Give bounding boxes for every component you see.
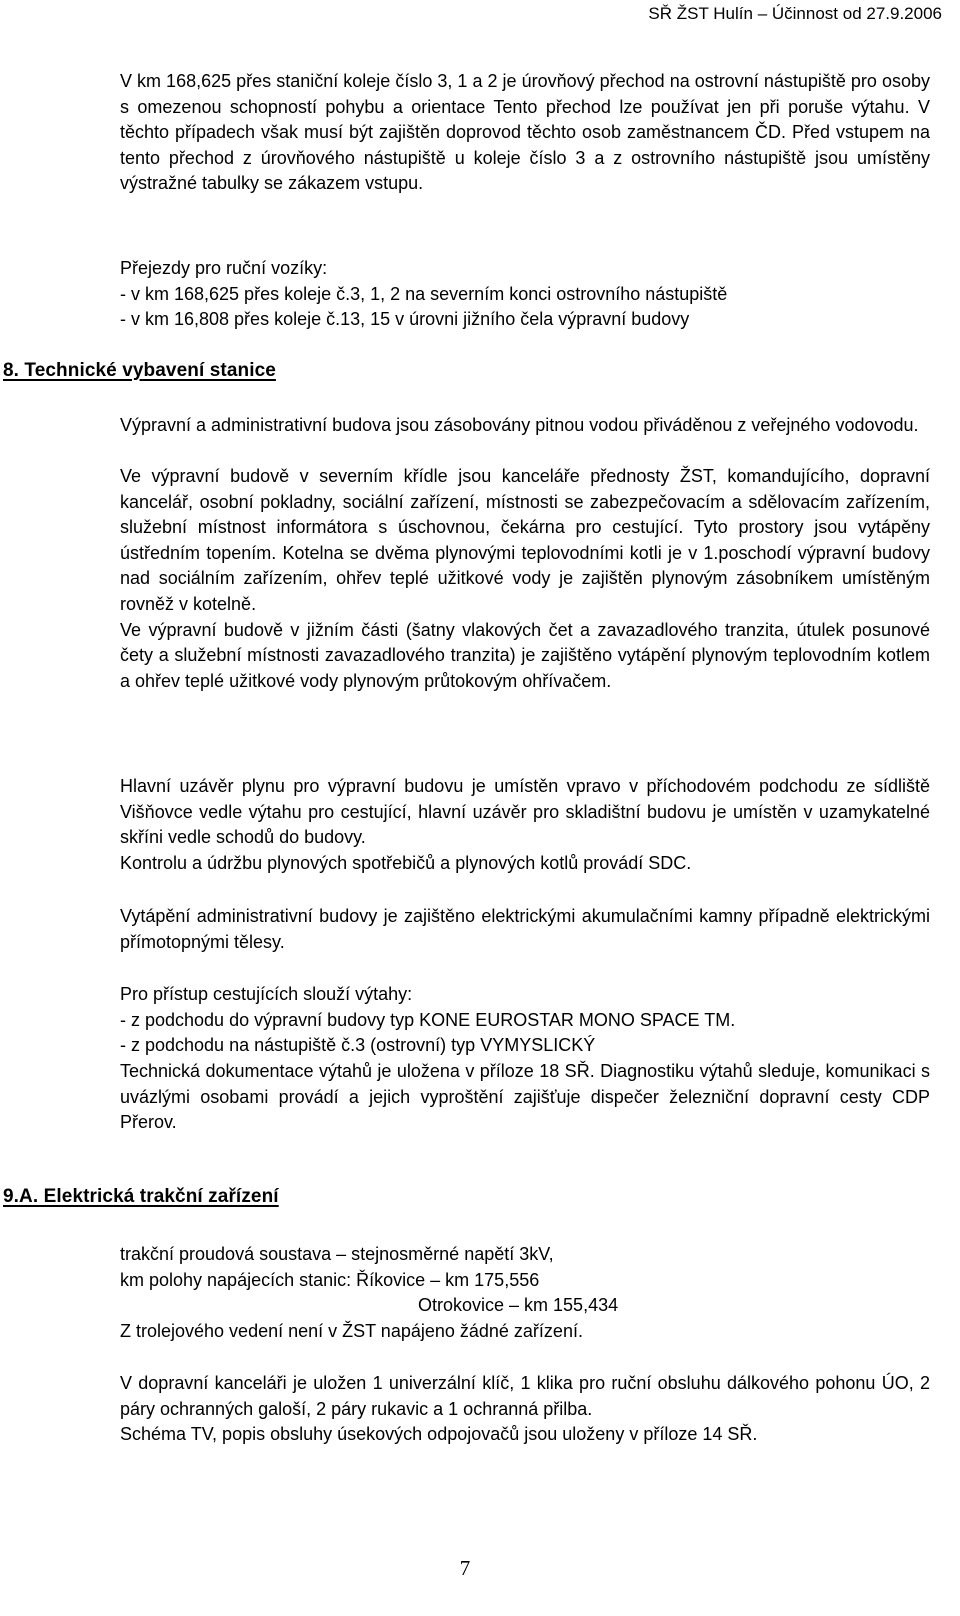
- gas-control-text: Kontrolu a údržbu plynových spotřebičů a plynových kotlů provádí SDC.: [120, 852, 692, 873]
- section-8-lifts: [120, 982, 930, 1059]
- section-8-water: [120, 413, 930, 439]
- section-9a-tools: [120, 1371, 930, 1448]
- section-8-lifts-doc: [120, 1059, 930, 1136]
- south-wing-text: Ve výpravní budově v jižním části (šatny vlakových čet a zavazadlového tranzita, útulek posunové čety a služební místnosti zavazadlového tranzita) je zajištěno vytápění plynovým teplovodním kotlem a ohřev teplé užitkové vody plynovým průtokovým ohřívačem.: [120, 619, 930, 691]
- north-wing-text: Ve výpravní budově v severním křídle jsou kanceláře přednosty ŽST, komandujícího, dopravní kancelář, osobní pokladny, sociální zařízení, místnosti se zabezpečovacím a sdělovacím zařízením, služební místnost informátora s úschovnou, čekárna pro cestující. Tyto prostory jsou vytápěny ústředním topením. Kotelna se dvěma plynovými teplovodními kotli je v 1.poschodí výpravní budovy nad sociálním zařízením, ohřev teplé užitkové vody je zajištěn plynovým zásobníkem umístěným rovněž v kotelně.: [120, 466, 930, 614]
- section-8-north-wing: [120, 464, 930, 694]
- crossings-list: [120, 256, 930, 333]
- gas-text: Hlavní uzávěr plynu pro výpravní budovu je umístěn vpravo v příchodovém podchodu ze sídliště Višňovce vedle výtahu pro cestující, hlavní uzávěr pro skladištní budovu je umístěn v uzamykatelné skříni vedle schodů do budovy.: [120, 776, 930, 848]
- crossing-item: - v km 168,625 přes koleje č.3, 1, 2 na severním konci ostrovního nástupiště: [120, 283, 728, 304]
- section-9a-heading: 9.A. Elektrická trakční zařízení: [3, 1186, 279, 1207]
- intro-paragraph: [120, 69, 930, 197]
- traction-line: km polohy napájecích stanic: Říkovice – km 175,556: [120, 1269, 540, 1290]
- section-8-heading: 8. Technické vybavení stanice: [3, 360, 276, 381]
- tools-text: V dopravní kanceláři je uložen 1 univerzální klíč, 1 klika pro ruční obsluhu dálkového pohonu ÚO, 2 páry ochranných galoší, 2 páry rukavic a 1 ochranná přilba.: [120, 1373, 930, 1419]
- traction-line: Z trolejového vedení není v ŽST napájeno žádné zařízení.: [120, 1320, 583, 1341]
- intro-text: V km 168,625 přes staniční koleje číslo 3, 1 a 2 je úrovňový přechod na ostrovní nástupiště pro osoby s omezenou schopností pohybu a orientace Tento přechod lze používat jen při poruše výtahu. V těchto případech však musí být zajištěn doprovod těchto osob zaměstnancem ČD. Před vstupem na tento přechod z úrovňového nástupiště u koleje číslo 3 a z ostrovního nástupiště jsou umístěny výstražné tabulky se zákazem vstupu.: [120, 71, 930, 194]
- page-number: 7: [459, 1556, 471, 1580]
- schema-text: Schéma TV, popis obsluhy úsekových odpojovačů jsou uloženy v příloze 14 SŘ.: [120, 1424, 758, 1445]
- lift-item: - z podchodu na nástupiště č.3 (ostrovní) typ VYMYSLICKÝ: [120, 1035, 596, 1056]
- lift-item: - z podchodu do výpravní budovy typ KONE EUROSTAR MONO SPACE TM.: [120, 1009, 736, 1030]
- section-8-gas: [120, 774, 930, 876]
- crossings-title: Přejezdy pro ruční vozíky:: [120, 258, 328, 278]
- page-header: SŘ ŽST Hulín – Účinnost od 27.9.2006: [648, 4, 942, 23]
- traction-line: Otrokovice – km 155,434: [418, 1295, 619, 1316]
- crossing-item: - v km 16,808 přes koleje č.13, 15 v úrovni jižního čela výpravní budovy: [120, 309, 690, 330]
- heating-text: Vytápění administrativní budovy je zajištěno elektrickými akumulačními kamny případně elektrickými přímotopnými tělesy.: [120, 906, 930, 952]
- section-9a-traction: [120, 1242, 930, 1344]
- water-text: Výpravní a administrativní budova jsou zásobovány pitnou vodou přiváděnou z veřejného vodovodu.: [120, 415, 919, 435]
- traction-line: trakční proudová soustava – stejnosměrné napětí 3kV,: [120, 1244, 554, 1264]
- section-8-heating: [120, 904, 930, 955]
- lifts-title: Pro přístup cestujících slouží výtahy:: [120, 984, 413, 1004]
- lifts-doc-text: Technická dokumentace výtahů je uložena v příloze 18 SŘ. Diagnostiku výtahů sleduje, komunikaci s uvázlými osobami provádí a jejich vyproštění zajišťuje dispečer železniční dopravní cesty CDP Přerov.: [120, 1061, 930, 1133]
